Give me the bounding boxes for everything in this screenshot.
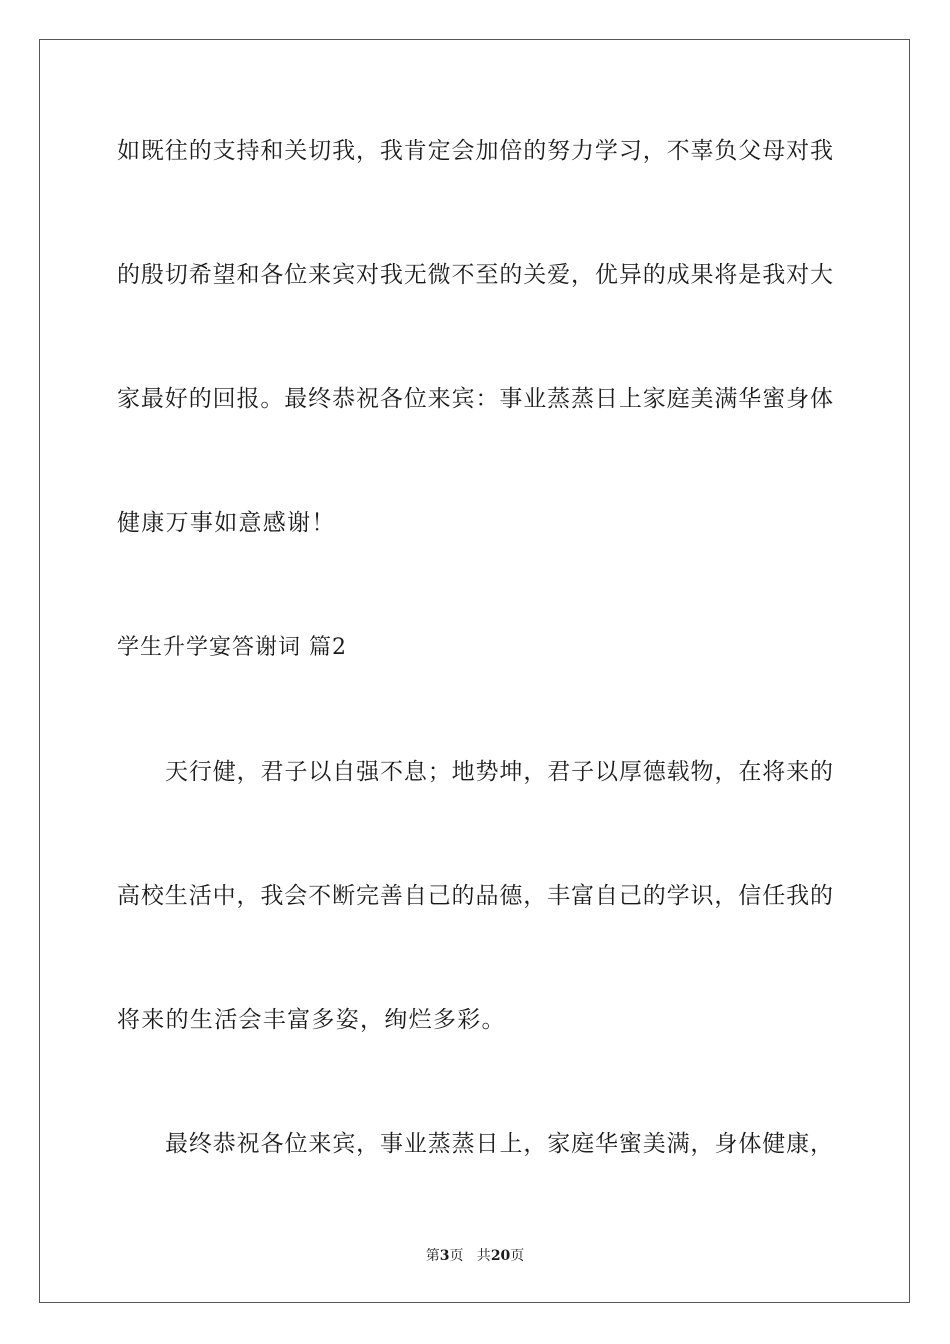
footer-page-number: 3 <box>439 1248 450 1264</box>
paragraph2-line-2: 高校生活中，我会不断完善自己的品德，丰富自己的学识，信任我的 <box>117 883 833 909</box>
footer-middle: 页 共 <box>449 1248 491 1264</box>
text-line-4: 健康万事如意感谢！ <box>117 510 336 536</box>
section-heading: 学生升学宴答谢词 篇2 <box>117 635 347 660</box>
page-footer <box>0 1246 950 1266</box>
paragraph2-line-3: 将来的生活会丰富多姿，绚烂多彩。 <box>117 1007 506 1033</box>
text-line-3: 家最好的回报。最终恭祝各位来宾：事业蒸蒸日上家庭美满华蜜身体 <box>117 386 833 412</box>
footer-prefix: 第 <box>425 1248 440 1264</box>
footer-total-pages: 20 <box>490 1248 511 1264</box>
page-frame <box>39 39 910 1303</box>
paragraph3-line-1: 最终恭祝各位来宾，事业蒸蒸日上，家庭华蜜美满，身体健康， <box>165 1131 833 1157</box>
paragraph2-line-1: 天行健，君子以自强不息；地势坤，君子以厚德载物，在将来的 <box>165 759 833 785</box>
text-line-2: 的殷切希望和各位来宾对我无微不至的关爱，优异的成果将是我对大 <box>117 262 833 288</box>
footer-suffix: 页 <box>510 1248 525 1264</box>
text-line-1: 如既往的支持和关切我，我肯定会加倍的努力学习，不辜负父母对我 <box>117 138 833 164</box>
